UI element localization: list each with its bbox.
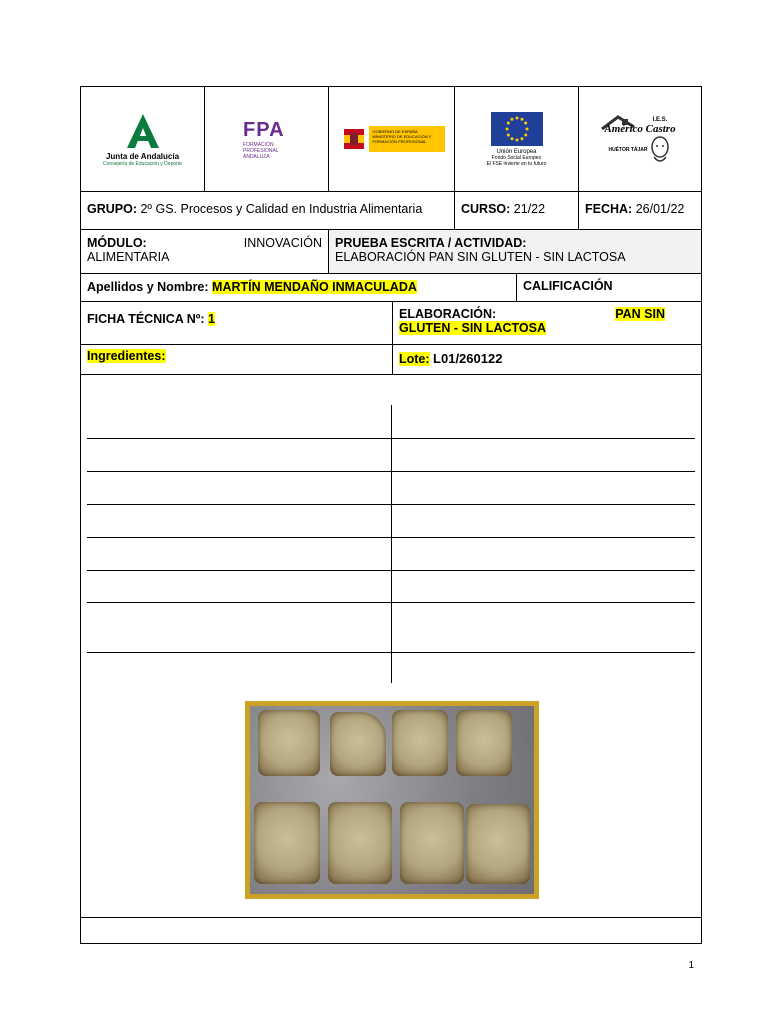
junta-name: Junta de Andalucía bbox=[105, 151, 180, 161]
lote-label: Lote: bbox=[399, 352, 430, 366]
modulo-row bbox=[81, 230, 701, 274]
calificacion-label: CALIFICACIÓN bbox=[523, 279, 613, 293]
lote-value: L01/260122 bbox=[433, 351, 503, 366]
nombre-row bbox=[81, 274, 701, 302]
gobierno-logo bbox=[329, 87, 454, 191]
document-frame bbox=[80, 86, 702, 944]
ingredient-line bbox=[87, 504, 695, 505]
curso-value: 21/22 bbox=[513, 202, 546, 216]
ingredientes-row bbox=[81, 345, 701, 375]
ficha-label: FICHA TÉCNICA Nº: bbox=[87, 312, 205, 326]
eu-name: Unión Europea bbox=[496, 148, 537, 155]
page-number: 1 bbox=[688, 960, 694, 971]
eu-logo-cell bbox=[455, 87, 579, 191]
fpa-logo bbox=[205, 87, 328, 191]
ingredient-line bbox=[87, 471, 695, 472]
ies-portrait-icon bbox=[648, 135, 672, 165]
eu-sub1: Fondo Social Europeo bbox=[491, 154, 542, 161]
bread-loaf bbox=[392, 710, 448, 776]
logos-row bbox=[81, 87, 701, 192]
ficha-value: 1 bbox=[208, 312, 215, 326]
ies-sub: HUÉTOR TÁJAR bbox=[608, 147, 648, 153]
fpa-sub: FORMACIÓN PROFESIONAL ANDALUZA bbox=[243, 141, 279, 160]
prueba-value: ELABORACIÓN PAN SIN GLUTEN - SIN LACTOSA bbox=[335, 250, 626, 264]
modulo-label: MÓDULO: bbox=[87, 236, 147, 250]
ingredient-line bbox=[87, 537, 695, 538]
nombre-value: MARTÍN MENDAÑO INMACULADA bbox=[212, 280, 417, 294]
gobierno-sub: MINISTERIO DE EDUCACIÓN Y FORMACIÓN PROFESIONAL bbox=[372, 134, 432, 144]
ies-logo bbox=[579, 87, 701, 191]
prueba-label: PRUEBA ESCRITA / ACTIVIDAD: bbox=[335, 236, 527, 250]
fpa-logo-cell bbox=[205, 87, 329, 191]
junta-andalucia-logo bbox=[81, 87, 204, 191]
ingredientes-label: Ingredientes: bbox=[87, 349, 166, 363]
ies-name: Américo Castro bbox=[604, 123, 676, 135]
gobierno-name: GOBIERNO DE ESPAÑA bbox=[372, 129, 418, 134]
eu-flag-icon bbox=[491, 112, 543, 146]
modulo-value-1: INNOVACIÓN bbox=[243, 236, 322, 250]
gobierno-logo-cell bbox=[329, 87, 455, 191]
eu-sub2: El FSE invierte en tu futuro bbox=[486, 160, 547, 167]
elaboracion-value-2: GLUTEN - SIN LACTOSA bbox=[399, 321, 546, 335]
fecha-label: FECHA: bbox=[585, 202, 633, 216]
bread-loaf bbox=[330, 712, 386, 776]
ies-logo-cell bbox=[579, 87, 701, 191]
footer-row-line bbox=[81, 917, 701, 918]
grupo-value: 2º GS. Procesos y Calidad en Industria Alimentaria bbox=[140, 202, 423, 216]
ingredient-line bbox=[87, 438, 695, 439]
junta-sub: Consejería de Educación y Deporte bbox=[103, 160, 182, 167]
ingredient-line bbox=[87, 602, 695, 603]
curso-label: CURSO: bbox=[461, 202, 511, 216]
junta-a-icon bbox=[123, 112, 163, 150]
bread-loaf bbox=[456, 710, 512, 776]
elaboracion-label: ELABORACIÓN: bbox=[399, 307, 497, 321]
ingredient-line bbox=[87, 570, 695, 571]
bread-loaf bbox=[400, 802, 464, 884]
grupo-row bbox=[81, 192, 701, 230]
bread-loaf bbox=[254, 802, 320, 884]
ingredients-grid bbox=[81, 375, 701, 685]
ingredient-line bbox=[87, 652, 695, 653]
bread-loaf bbox=[328, 802, 392, 884]
fecha-value: 26/01/22 bbox=[635, 202, 685, 216]
ies-label: I.E.S. bbox=[652, 117, 668, 123]
eu-logo bbox=[455, 87, 578, 191]
bread-loaf bbox=[258, 710, 320, 776]
ficha-row bbox=[81, 302, 701, 345]
bread-loaf bbox=[466, 804, 530, 884]
junta-logo-cell bbox=[81, 87, 205, 191]
modulo-value-2: ALIMENTARIA bbox=[87, 250, 170, 264]
bread-photo bbox=[250, 706, 534, 894]
elaboracion-value-1: PAN SIN bbox=[615, 307, 665, 321]
ingredients-divider bbox=[391, 405, 392, 683]
nombre-label: Apellidos y Nombre: bbox=[87, 280, 209, 294]
bread-photo-frame bbox=[245, 701, 539, 899]
spain-shield-icon bbox=[339, 126, 369, 152]
fpa-text: FPA bbox=[243, 118, 285, 141]
grupo-label: GRUPO: bbox=[87, 202, 137, 216]
